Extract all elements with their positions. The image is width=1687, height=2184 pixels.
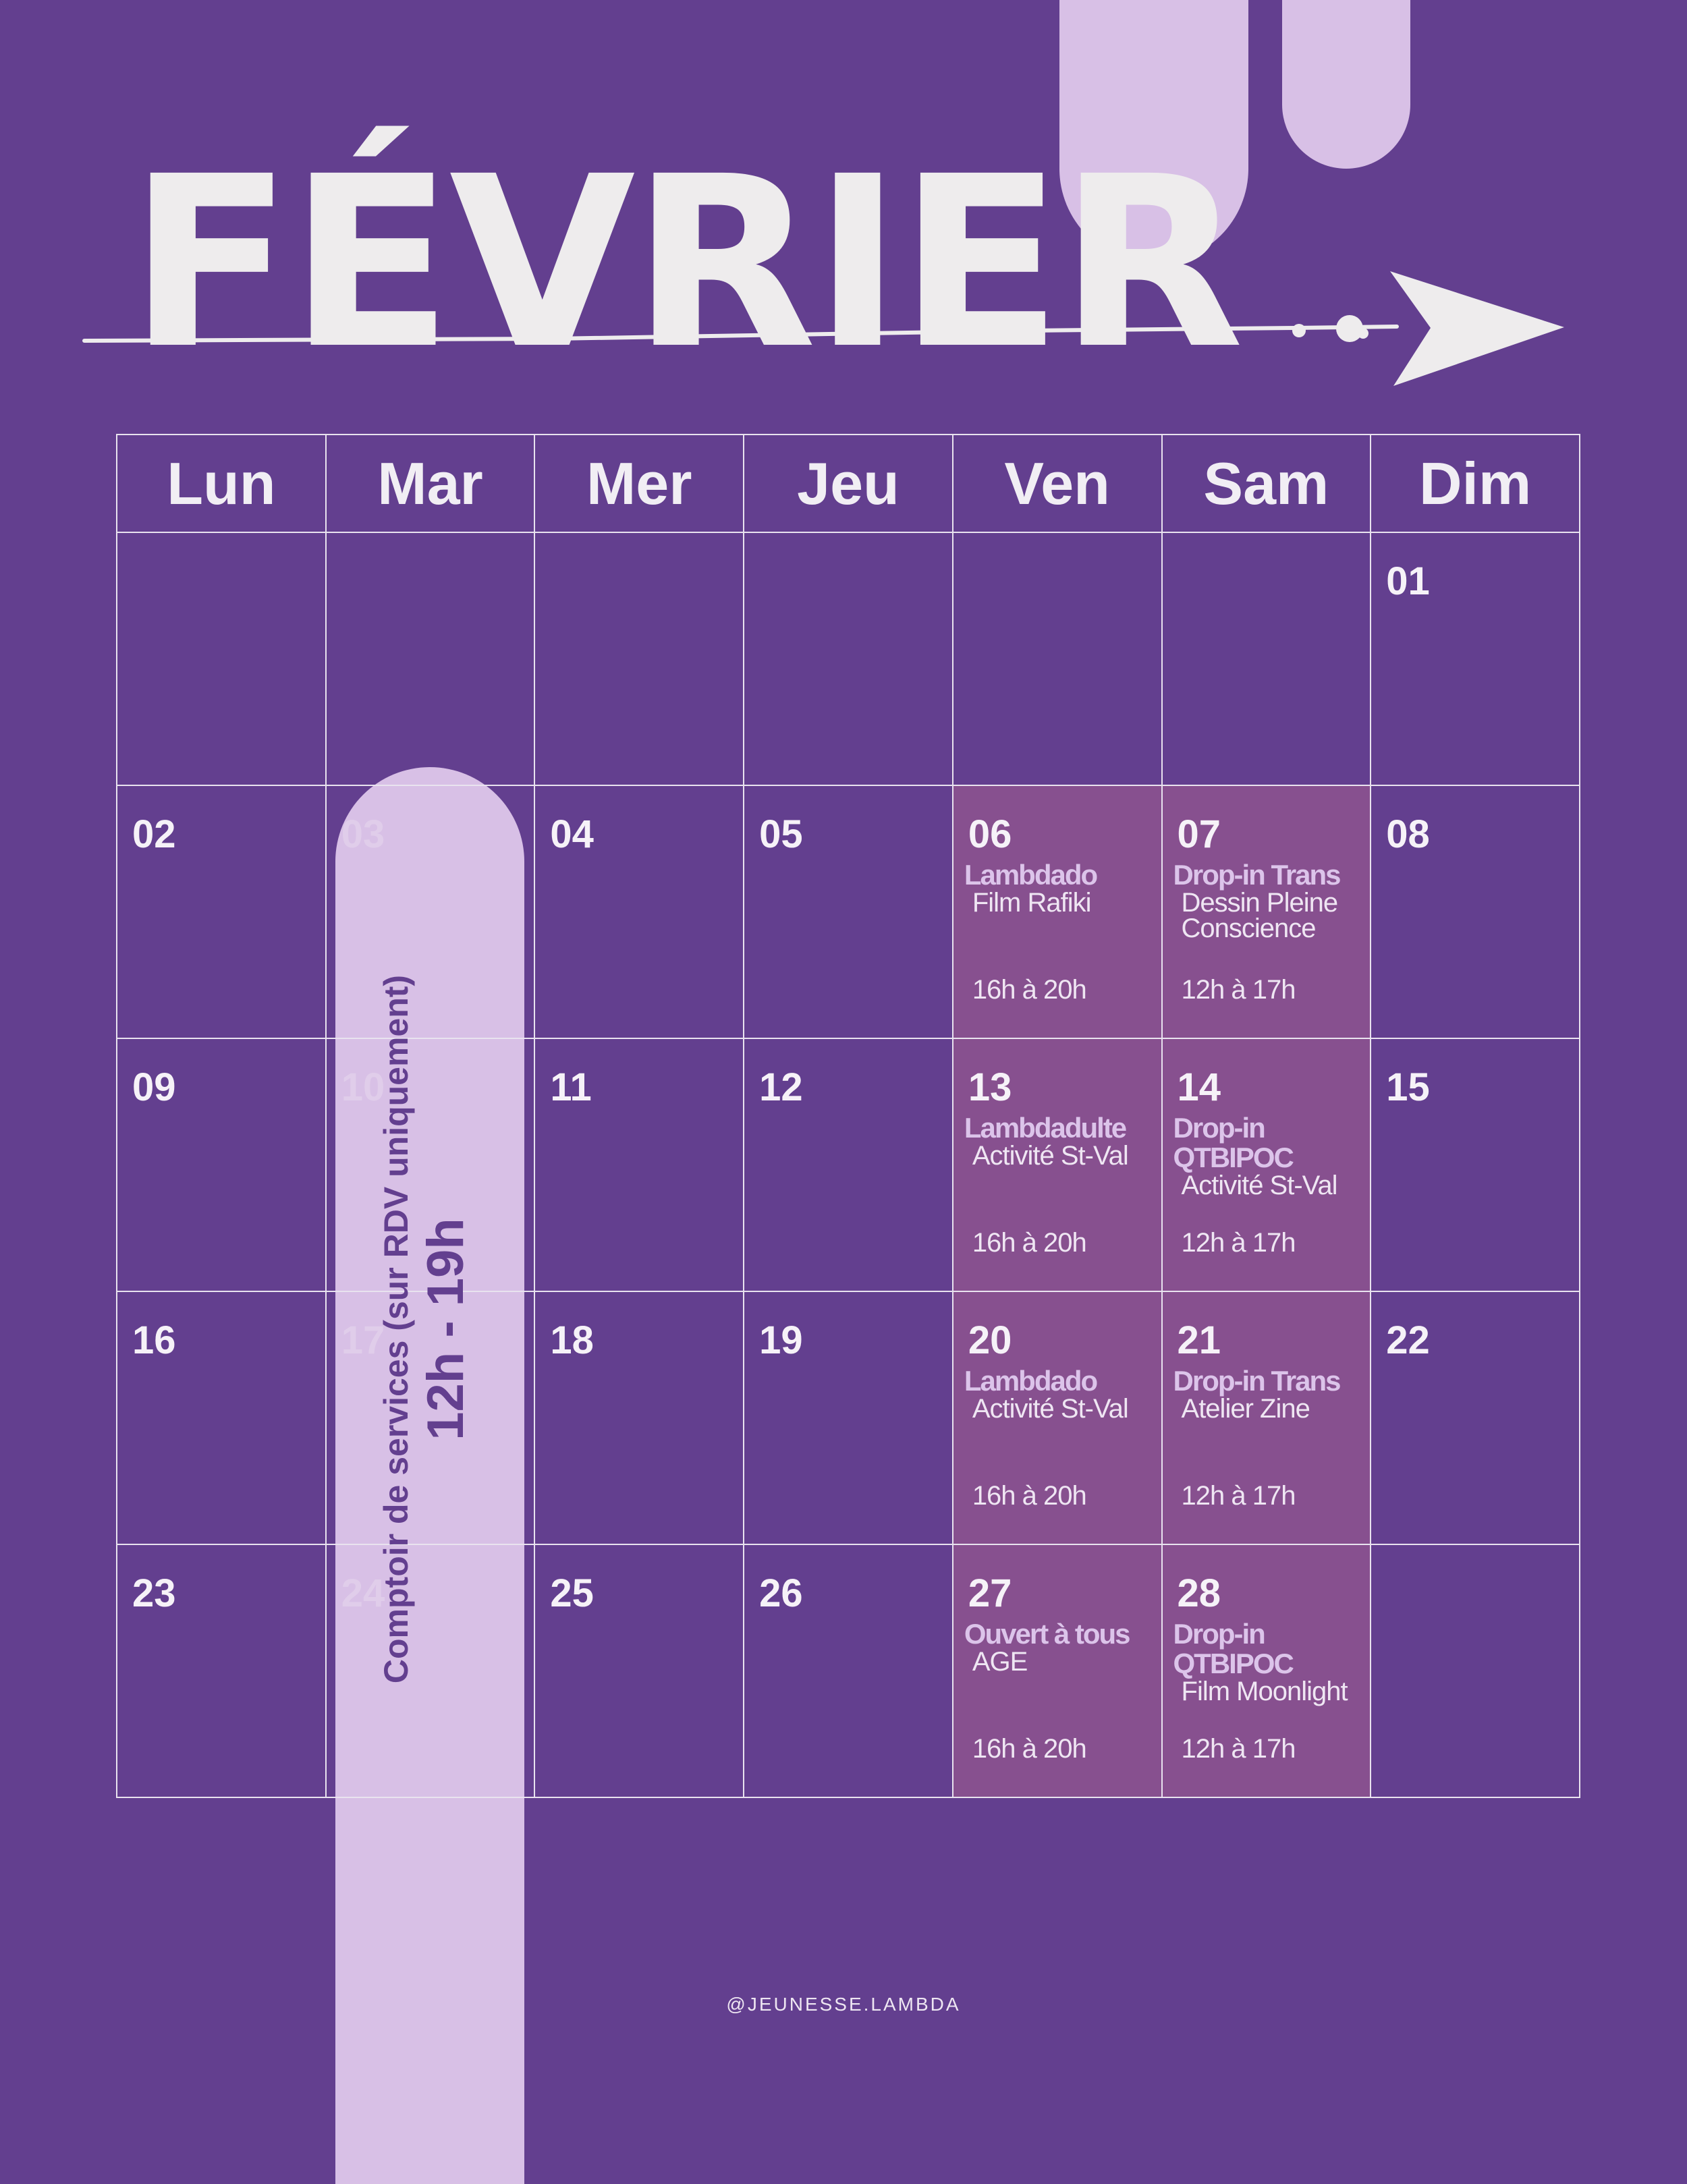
event-cell [1162, 1291, 1371, 1544]
day-cell-empty [534, 532, 744, 785]
day-cell [1371, 785, 1580, 1038]
day-number: 10 [341, 1065, 385, 1109]
day-cell [117, 1038, 326, 1291]
day-number: 02 [132, 812, 176, 856]
event [1173, 860, 1366, 1038]
day-cell [1371, 1291, 1580, 1544]
day-cell-empty [1371, 1544, 1580, 1797]
event-activity: Film Moonlight [1181, 1677, 1348, 1706]
event-time: 12h à 17h [1181, 1228, 1296, 1258]
calendar-grid [116, 434, 1580, 1798]
day-number: 27 [968, 1571, 1012, 1615]
day-number: 14 [1177, 1065, 1221, 1109]
day-number: 11 [550, 1065, 592, 1109]
event-cell [1162, 1544, 1371, 1797]
week-row [117, 1544, 1580, 1797]
day-cell [744, 1544, 953, 1797]
event-title: Drop-in QTBIPOC [1173, 1618, 1293, 1679]
event-cell [1162, 1038, 1371, 1291]
day-cell-empty [117, 532, 326, 785]
day-number: 09 [132, 1065, 176, 1109]
comptoir-description: Comptoir de services (sur RDV uniquement) [377, 974, 415, 1684]
day-number: 08 [1386, 812, 1430, 856]
weekday-header: Mer [534, 435, 744, 532]
event-title: Drop-in QTBIPOC [1173, 1112, 1293, 1173]
day-cell [117, 785, 326, 1038]
event-title: Drop-in Trans [1173, 1365, 1340, 1397]
weekday-header: Jeu [744, 435, 953, 532]
day-number: 15 [1386, 1065, 1430, 1109]
event-activity: Atelier Zine [1181, 1394, 1310, 1424]
event-activity: Activité St-Val [972, 1141, 1128, 1171]
event-cell [953, 1544, 1162, 1797]
day-cell [1371, 532, 1580, 785]
comptoir-label [375, 924, 474, 1734]
event-time: 12h à 17h [1181, 1481, 1296, 1511]
day-cell [117, 1291, 326, 1544]
weekday-header-row [117, 435, 1580, 532]
day-number: 03 [341, 812, 385, 856]
month-title: FÉVRIER [128, 125, 1240, 401]
event-cell [953, 785, 1162, 1038]
day-number: 17 [341, 1318, 385, 1362]
event-title: Lambdado [964, 1365, 1097, 1397]
event-activity: AGE [972, 1647, 1028, 1677]
day-number: 21 [1177, 1318, 1221, 1362]
day-number: 25 [550, 1571, 594, 1615]
weekday-header: Dim [1371, 435, 1580, 532]
event-title: Ouvert à tous [964, 1618, 1130, 1650]
event [964, 1366, 1157, 1544]
day-number: 04 [550, 812, 594, 856]
event-cell [953, 1291, 1162, 1544]
event-title: Drop-in Trans [1173, 859, 1340, 891]
day-number: 12 [759, 1065, 803, 1109]
event-time: 12h à 17h [1181, 975, 1296, 1005]
event-activity: Activité St-Val [972, 1394, 1128, 1424]
event-activity: Activité St-Val [1181, 1171, 1337, 1200]
comptoir-hours: 12h - 19h [417, 1218, 474, 1440]
event-time: 16h à 20h [972, 1228, 1086, 1258]
week-row [117, 532, 1580, 785]
day-number: 13 [968, 1065, 1012, 1109]
event [1173, 1619, 1366, 1797]
day-cell [744, 785, 953, 1038]
weekday-header: Lun [117, 435, 326, 532]
day-cell-empty [326, 532, 535, 785]
event-title: Lambdado [964, 859, 1097, 891]
event [964, 1619, 1157, 1797]
day-cell [534, 1544, 744, 1797]
day-number: 24 [341, 1571, 385, 1615]
day-number: 01 [1386, 559, 1430, 603]
week-row [117, 1291, 1580, 1544]
day-number: 05 [759, 812, 803, 856]
social-handle: @JEUNESSE.LAMBDA [726, 1994, 961, 2015]
day-number: 23 [132, 1571, 176, 1615]
day-cell [534, 1291, 744, 1544]
day-cell [534, 1038, 744, 1291]
day-number: 16 [132, 1318, 176, 1362]
day-number: 22 [1386, 1318, 1430, 1362]
day-number: 20 [968, 1318, 1012, 1362]
day-cell-empty [953, 532, 1162, 785]
day-cell [117, 1544, 326, 1797]
weekday-header: Ven [953, 435, 1162, 532]
weekday-header: Sam [1162, 435, 1371, 532]
day-cell-empty [1162, 532, 1371, 785]
event-activity: Film Rafiki [972, 888, 1091, 918]
event-title: Lambdadulte [964, 1112, 1126, 1144]
day-number: 07 [1177, 812, 1221, 856]
day-number: 28 [1177, 1571, 1221, 1615]
event-activity: Dessin Pleine Conscience [1181, 888, 1338, 943]
event-cell [1162, 785, 1371, 1038]
event [1173, 1113, 1366, 1291]
day-number: 26 [759, 1571, 803, 1615]
week-row [117, 785, 1580, 1038]
day-cell [1371, 1038, 1580, 1291]
event-time: 16h à 20h [972, 975, 1086, 1005]
day-number: 18 [550, 1318, 594, 1362]
day-cell [744, 1291, 953, 1544]
event [964, 1113, 1157, 1291]
event [1173, 1366, 1366, 1544]
event-time: 16h à 20h [972, 1734, 1086, 1764]
event-cell [953, 1038, 1162, 1291]
event-time: 12h à 17h [1181, 1734, 1296, 1764]
day-number: 19 [759, 1318, 803, 1362]
day-cell-empty [744, 532, 953, 785]
day-cell [534, 785, 744, 1038]
day-cell [744, 1038, 953, 1291]
day-number: 06 [968, 812, 1012, 856]
week-row [117, 1038, 1580, 1291]
arrow-icon [81, 263, 1566, 398]
event [964, 860, 1157, 1038]
event-time: 16h à 20h [972, 1481, 1086, 1511]
weekday-header: Mar [326, 435, 535, 532]
decorative-pill-top-right [1282, 0, 1410, 169]
